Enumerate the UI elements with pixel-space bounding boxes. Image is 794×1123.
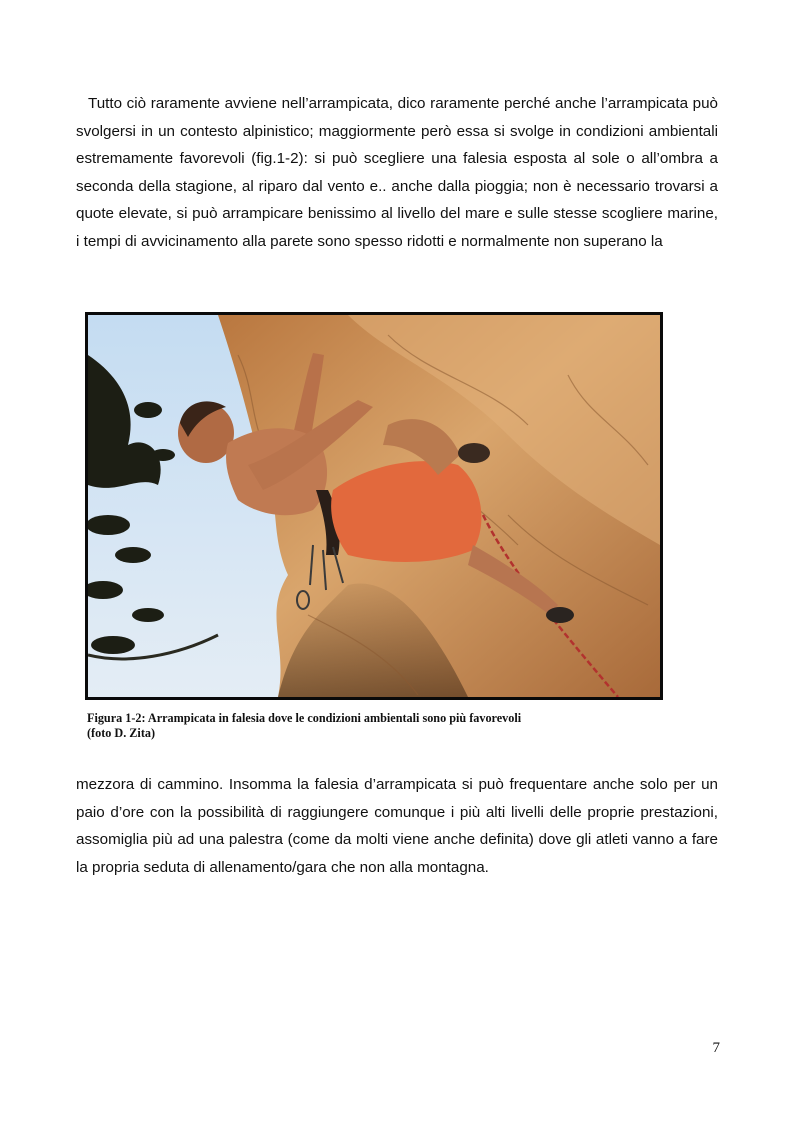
body-paragraph-1: Tutto ciò raramente avviene nell’arrampicata, dico raramente perché anche l’arrampicata può svolgersi in un contesto alpinistico; maggiormente però essa si svolge in condizioni ambientali estremamente favorevoli (fig.1-2): si può scegliere una falesia esposta al sole o all’ombra a seconda della stagione, al riparo dal vento e.. anche dalla pioggia; non è necessario trovarsi a quote elevate, si può arrampicare benissimo al livello del mare e sulle stesse scogliere marine, i tempi di avvicinamento alla parete sono spesso ridotti e normalmente non superano la: [76, 95, 718, 250]
figure-caption: [87, 711, 687, 741]
page-number: 7: [712, 1040, 720, 1056]
body-paragraph-2: mezzora di cammino. Insomma la falesia d’arrampicata si può frequentare anche solo per un paio d’ore con la possibilità di raggiungere comunque i più alti livelli delle proprie prestazioni, assomiglia più ad una palestra (come da molti viene anche definita) dove gli atleti vanno a fare la propria seduta di allenamento/gara che non alla montagna.: [76, 776, 718, 876]
figure-caption-credit: (foto D. Zita): [87, 726, 156, 740]
figure-caption-title: Figura 1-2: Arrampicata in falesia dove le condizioni ambientali sono più favorevoli: [87, 711, 522, 725]
climbing-photo-illustration: [88, 315, 660, 697]
climbing-photo: [85, 312, 663, 700]
